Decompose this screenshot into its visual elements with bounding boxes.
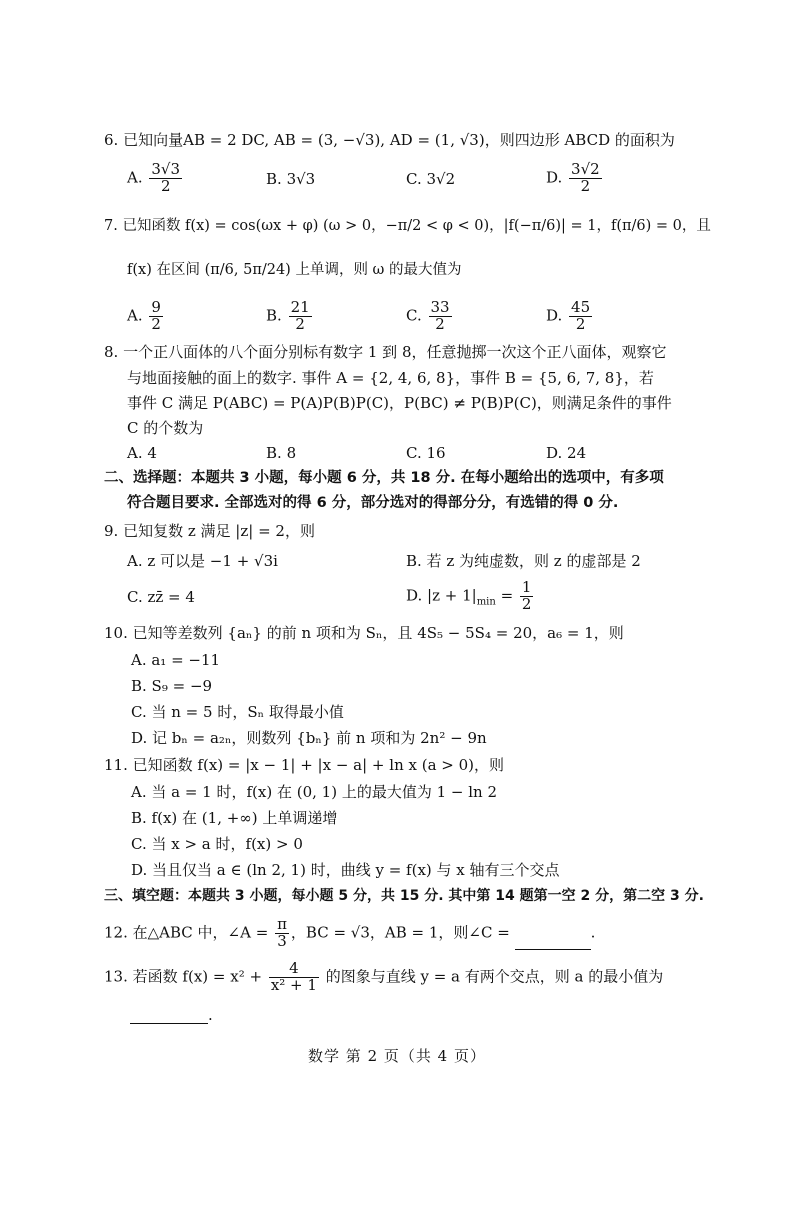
- q10-option-c: C. 当 n = 5 时，Sₙ 取得最小值: [131, 703, 344, 721]
- q8-stem-1: 一个正八面体的八个面分别标有数字 1 到 8，任意抛掷一次这个正八面体，观察它: [123, 343, 667, 361]
- q7-option-a-den: 2: [151, 314, 161, 333]
- q12-post: ，BC = √3，AB = 1，则∠C =: [290, 923, 515, 942]
- section-2-heading-cont: 符合题目要求. 全部选对的得 6 分，部分选对的得部分分，有选错的得 0 分.: [127, 495, 619, 511]
- q9-stem: [104, 522, 315, 540]
- q7-option-a-num: 9: [151, 298, 161, 316]
- q8-option-c: [406, 444, 446, 462]
- q13-frac-num: 4: [269, 961, 319, 978]
- q6-option-c-text: 3√2: [426, 170, 456, 188]
- q8-line3: 事件 C 满足 P(ABC) = P(A)P(B)P(C)，P(BC) ≠ P(B)P(C)，则满足条件的事件: [127, 394, 672, 412]
- q7-option-d-den: 2: [575, 314, 586, 333]
- q11-option-b: B. f(x) 在 (1, +∞) 上单调递增: [131, 809, 338, 827]
- q6-option-d-label: D.: [546, 168, 563, 187]
- q9-stem-text: 已知复数 z 满足 |z| = 2，则: [123, 522, 315, 540]
- q7-option-a-fraction: [149, 300, 163, 333]
- q8-line2: 与地面接触的面上的数字. 事件 A = {2, 4, 6, 8}，事件 B = {5, 6, 7, 8}，若: [127, 369, 654, 387]
- q6-option-b-text: 3√3: [286, 170, 316, 188]
- q11-option-c: C. 当 x > a 时，f(x) > 0: [131, 835, 303, 853]
- q6-vectors: AB = 2 DC, AB = (3, −√3), AD = (1, √3): [183, 131, 485, 149]
- q8-option-d-text: 24: [567, 444, 587, 462]
- q13-answer-line: [130, 1006, 213, 1024]
- q8-option-a-label: A.: [127, 444, 143, 462]
- section-2-heading: 二、选择题：本题共 3 小题，每小题 6 分，共 18 分. 在每小题给出的选项中，有多项: [104, 470, 664, 486]
- q7-line2: f(x) 在区间 (π/6, 5π/24) 上单调，则 ω 的最大值为: [127, 262, 462, 278]
- q6-option-b: [266, 170, 315, 188]
- q8-option-c-label: C.: [406, 444, 422, 462]
- section-3-heading: 三、填空题：本题共 3 小题，每小题 5 分，共 15 分. 其中第 14 题第一空 2 分，第二空 3 分.: [104, 888, 704, 904]
- q8-line4: C 的个数为: [127, 419, 204, 437]
- q8-option-c-text: 16: [426, 444, 446, 462]
- q7-option-a: [127, 300, 165, 333]
- q7-option-a-label: A.: [127, 306, 143, 325]
- q10-option-b: B. S₉ = −9: [131, 677, 213, 695]
- q6-option-d-den: 2: [580, 176, 591, 195]
- q7-option-c-label: C.: [406, 306, 422, 325]
- q7-option-b-label: B.: [266, 306, 282, 325]
- q8-option-b: [266, 444, 296, 462]
- q6-option-d-num: 3√2: [571, 160, 600, 178]
- q12-frac-den: 3: [277, 931, 287, 950]
- q12-number: 12.: [104, 923, 128, 942]
- q13-frac-den: x² + 1: [270, 975, 317, 994]
- q7-option-c-den: 2: [435, 314, 445, 333]
- q12-stem: [104, 917, 595, 950]
- q9-option-d-sub: min: [476, 596, 496, 608]
- q9-option-d: [406, 580, 535, 613]
- q7-option-b-num: 21: [290, 298, 310, 316]
- q10-stem: [104, 624, 624, 642]
- q7-option-d-label: D.: [546, 306, 563, 325]
- q13-fraction: [269, 961, 319, 994]
- q11-stem-text: 已知函数 f(x) = |x − 1| + |x − a| + ln x (a > 0)，则: [132, 756, 505, 774]
- q9-option-c: C. zz̄ = 4: [127, 588, 195, 606]
- q7-line1: [104, 218, 711, 235]
- q6-option-c-label: C.: [406, 170, 422, 188]
- q8-option-b-label: B.: [266, 444, 282, 462]
- q7-option-b-fraction: [289, 300, 312, 333]
- q9-option-d-eq: =: [495, 586, 518, 605]
- q12-end: .: [590, 923, 596, 942]
- q9-option-d-fraction: [520, 580, 534, 613]
- q8-number: 8.: [104, 343, 119, 361]
- q13-post: 的图象与直线 y = a 有两个交点，则 a 的最小值为: [320, 967, 664, 986]
- q6-option-a-fraction: [149, 162, 182, 195]
- q11-number: 11.: [104, 756, 128, 774]
- q7-option-c-num: 33: [430, 298, 450, 316]
- q9-option-d-den: 2: [521, 594, 532, 613]
- q8-option-a-text: 4: [147, 444, 157, 462]
- q6-number: 6.: [104, 131, 119, 149]
- q8-option-d: [546, 444, 586, 462]
- q12-fraction: [275, 917, 289, 950]
- q10-option-a: A. a₁ = −11: [131, 651, 221, 669]
- q6-stem-b: ，则四边形 ABCD 的面积为: [484, 131, 675, 149]
- q9-option-d-expr: D. |z + 1|: [406, 586, 477, 605]
- q12-frac-num: π: [277, 915, 287, 933]
- q7-option-d-fraction: [569, 300, 592, 333]
- q10-number: 10.: [104, 624, 128, 642]
- q6-option-a: [127, 162, 184, 195]
- q10-stem-text: 已知等差数列 {aₙ} 的前 n 项和为 Sₙ，且 4S₅ − 5S₄ = 20，a₆ = 1，则: [132, 624, 624, 642]
- q12-pre: 在△ABC 中，∠A =: [132, 923, 274, 942]
- q9-option-d-num: 1: [521, 578, 532, 596]
- q7-option-d-num: 45: [571, 298, 591, 316]
- q6-option-b-label: B.: [266, 170, 282, 188]
- q11-stem: [104, 756, 504, 774]
- q6-option-a-label: A.: [127, 168, 143, 187]
- q9-number: 9.: [104, 522, 119, 540]
- q6-option-a-den: 2: [160, 176, 171, 195]
- q7-number: 7.: [104, 218, 118, 234]
- q13-pre: 若函数 f(x) = x² +: [132, 967, 267, 986]
- q13-end: .: [208, 1006, 213, 1024]
- q8-option-b-text: 8: [286, 444, 297, 462]
- page-footer: 数学 第 2 页（共 4 页）: [308, 1047, 486, 1065]
- q7-stem-1: 已知函数 f(x) = cos(ωx + φ) (ω > 0，−π/2 < φ < 0)，|f(−π/6)| = 1，f(π/6) = 0，且: [122, 218, 711, 234]
- q8-line1: [104, 343, 667, 361]
- q6-option-d-fraction: [569, 162, 602, 195]
- q11-option-a: A. 当 a = 1 时，f(x) 在 (0, 1) 上的最大值为 1 − ln 2: [131, 783, 498, 801]
- q9-option-a: A. z 可以是 −1 + √3i: [127, 552, 278, 570]
- q6-option-d: [546, 162, 604, 195]
- q7-option-d: [546, 300, 594, 333]
- q8-option-d-label: D.: [546, 444, 563, 462]
- q11-option-d: D. 当且仅当 a ∈ (ln 2, 1) 时，曲线 y = f(x) 与 x 轴有三个交点: [131, 861, 560, 879]
- q9-option-b: B. 若 z 为纯虚数，则 z 的虚部是 2: [406, 552, 641, 570]
- q13-stem: [104, 961, 663, 994]
- q13-answer-blank[interactable]: [130, 1009, 208, 1024]
- q12-answer-blank[interactable]: [515, 949, 591, 950]
- q6-stem-a: 已知向量: [123, 131, 184, 149]
- q7-option-c-fraction: [429, 300, 452, 333]
- q10-option-d: D. 记 bₙ = a₂ₙ，则数列 {bₙ} 前 n 项和为 2n² − 9n: [131, 729, 487, 747]
- q7-option-c: [406, 300, 454, 333]
- q6-stem: [104, 131, 675, 149]
- q6-option-a-num: 3√3: [151, 160, 181, 178]
- q6-option-c: [406, 170, 455, 188]
- q8-option-a: [127, 444, 157, 462]
- q7-option-b-den: 2: [295, 314, 305, 333]
- q13-number: 13.: [104, 967, 128, 986]
- q7-option-b: [266, 300, 314, 333]
